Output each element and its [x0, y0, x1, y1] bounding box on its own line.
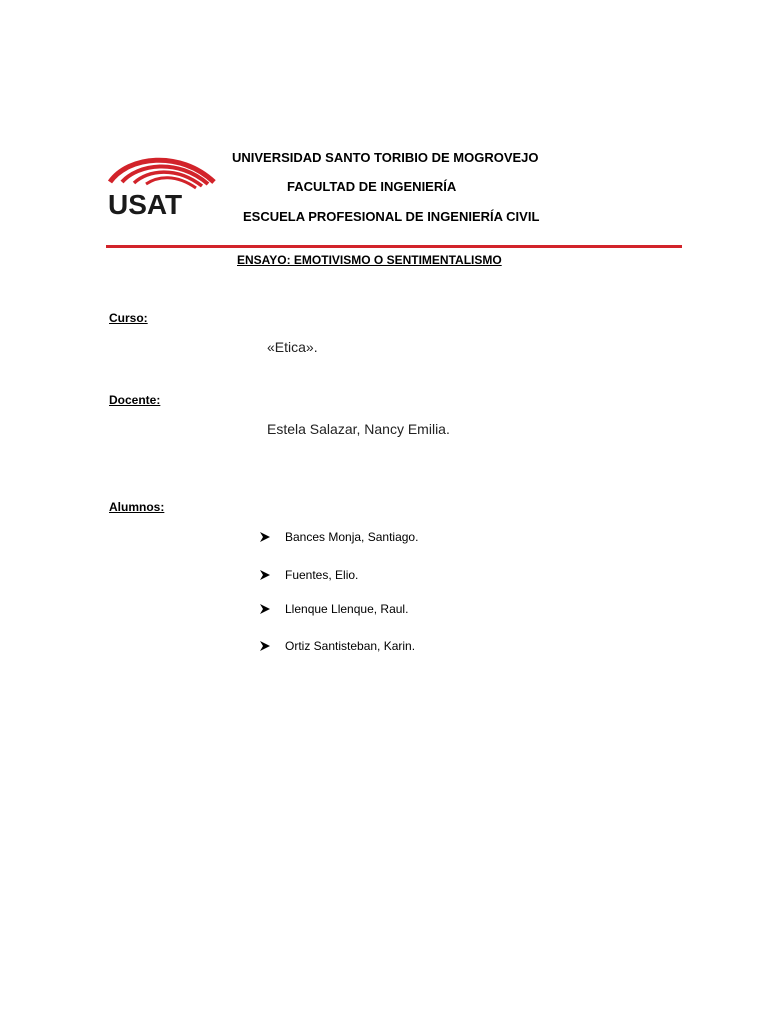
student-item	[259, 567, 358, 583]
logo-text: USAT	[108, 189, 183, 218]
docente-value: Estela Salazar, Nancy Emilia.	[267, 421, 450, 437]
arrow-bullet-icon	[259, 569, 271, 581]
student-item	[259, 529, 418, 545]
student-name: Ortiz Santisteban, Karin.	[285, 639, 416, 653]
arrow-bullet-icon	[259, 531, 271, 543]
student-name: Fuentes, Elio.	[285, 568, 359, 582]
faculty-name: FACULTAD DE INGENIERÍA	[287, 179, 457, 194]
docente-label: Docente:	[109, 393, 161, 407]
student-name: Llenque Llenque, Raul.	[285, 602, 409, 616]
student-name: Bances Monja, Santiago.	[285, 530, 419, 544]
usat-logo	[108, 152, 218, 218]
header-divider	[106, 245, 682, 248]
school-name: ESCUELA PROFESIONAL DE INGENIERÍA CIVIL	[243, 209, 540, 224]
student-item	[259, 601, 408, 617]
arrow-bullet-icon	[259, 640, 271, 652]
alumnos-label: Alumnos:	[109, 500, 165, 514]
curso-value: «Etica».	[267, 339, 318, 355]
university-name: UNIVERSIDAD SANTO TORIBIO DE MOGROVEJO	[232, 150, 539, 165]
curso-label: Curso:	[109, 311, 148, 325]
document-title: ENSAYO: EMOTIVISMO O SENTIMENTALISMO	[237, 253, 502, 267]
arrow-bullet-icon	[259, 603, 271, 615]
student-item	[259, 638, 415, 654]
